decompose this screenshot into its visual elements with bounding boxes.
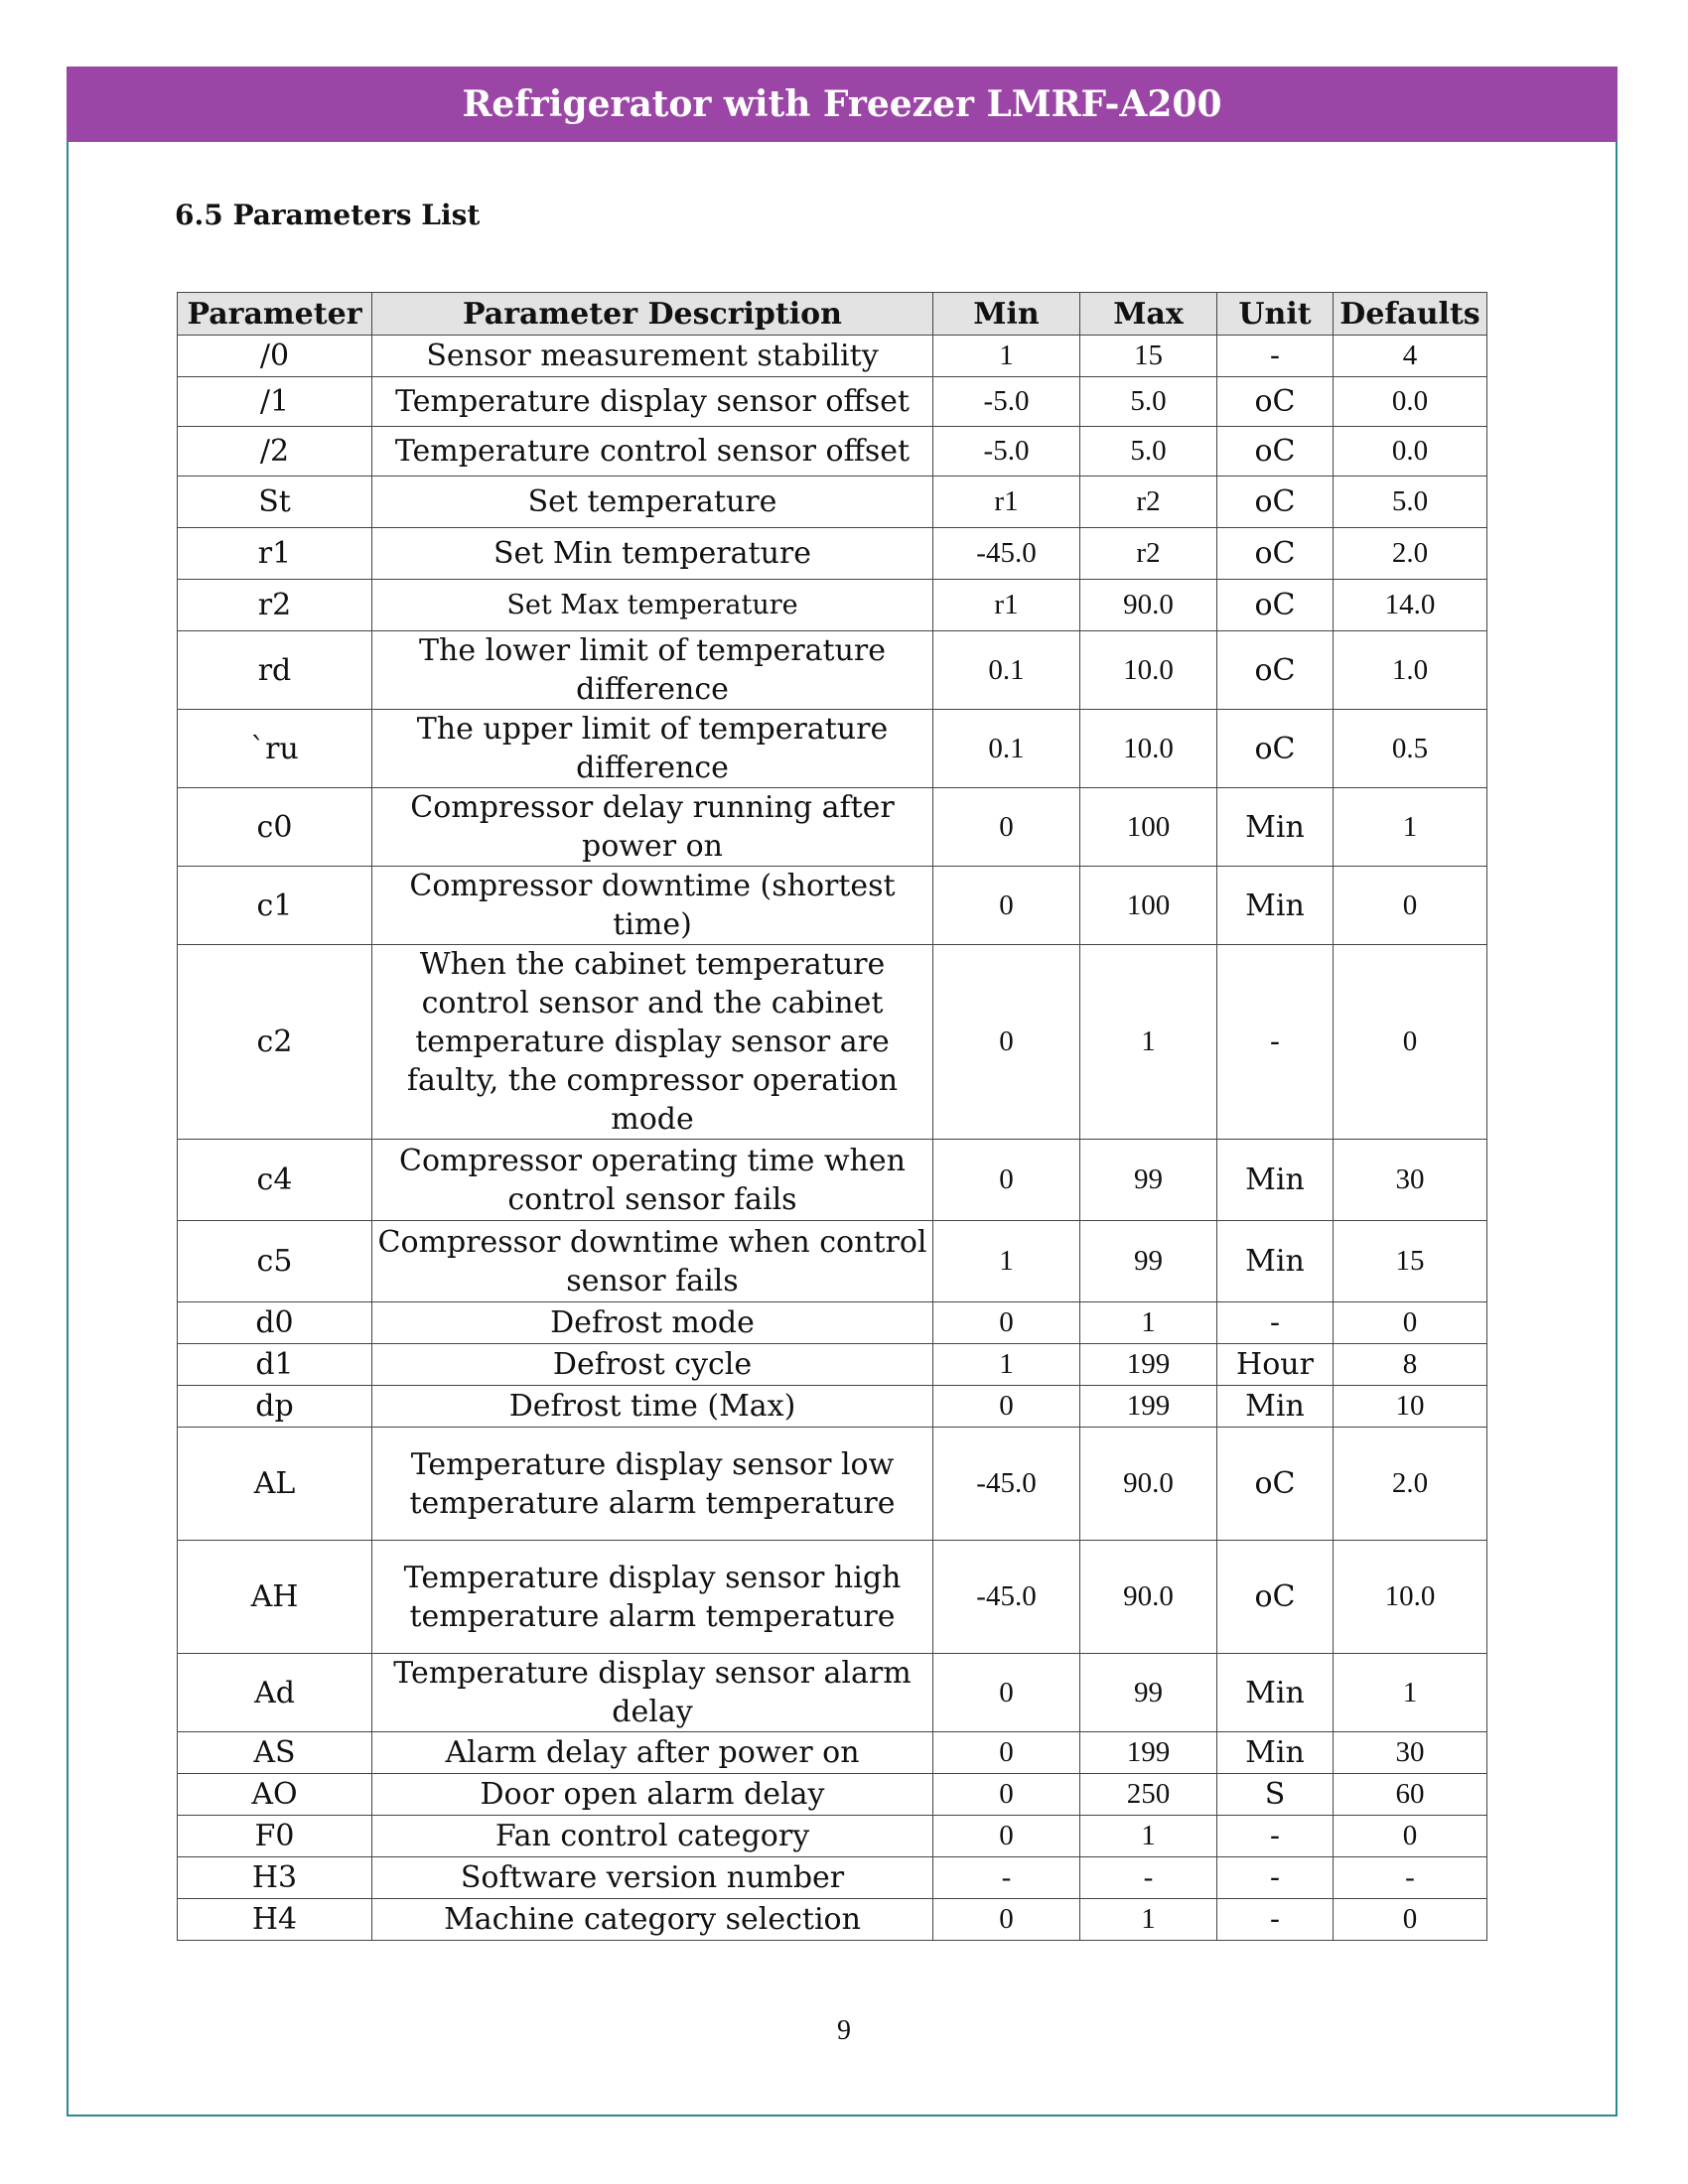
parameter-code-cell: F0	[178, 1816, 372, 1857]
parameter-description-cell: Defrost mode	[372, 1302, 933, 1344]
column-header: Max	[1080, 293, 1217, 336]
section-title: 6.5 Parameters List	[175, 199, 481, 231]
min-value-cell: 0	[933, 1302, 1080, 1344]
parameter-code-cell: Ad	[178, 1654, 372, 1732]
min-value-cell: 0	[933, 1899, 1080, 1941]
max-value-cell: 10.0	[1080, 631, 1217, 710]
parameter-description-cell: Fan control category	[372, 1816, 933, 1857]
parameter-code-cell: AH	[178, 1541, 372, 1654]
parameter-code-cell: AL	[178, 1428, 372, 1541]
parameter-description-cell: Temperature display sensor offset	[372, 377, 933, 427]
default-value-cell: 14.0	[1334, 580, 1487, 631]
parameter-code-cell: d1	[178, 1344, 372, 1386]
table-row	[178, 1732, 1487, 1774]
default-value-cell: 1.0	[1334, 631, 1487, 710]
parameter-description-cell: Temperature display sensor alarm delay	[372, 1654, 933, 1732]
default-value-cell: 0	[1334, 945, 1487, 1140]
page-number: 9	[837, 2015, 851, 2046]
unit-cell: oC	[1217, 710, 1334, 788]
parameter-description-cell: Temperature display sensor low temperature alarm temperature	[372, 1428, 933, 1541]
default-value-cell: 10.0	[1334, 1541, 1487, 1654]
min-value-cell: 0	[933, 1386, 1080, 1428]
parameter-description-cell: Compressor operating time when control sensor fails	[372, 1140, 933, 1221]
min-value-cell: -45.0	[933, 1428, 1080, 1541]
max-value-cell: 100	[1080, 788, 1217, 867]
table-header-row	[178, 293, 1487, 336]
page-header-banner	[67, 67, 1618, 142]
unit-cell: oC	[1217, 528, 1334, 580]
max-value-cell: 1	[1080, 1899, 1217, 1941]
table-row	[178, 1899, 1487, 1941]
parameter-code-cell: /1	[178, 377, 372, 427]
min-value-cell: -5.0	[933, 377, 1080, 427]
max-value-cell: 15	[1080, 336, 1217, 377]
max-value-cell: 199	[1080, 1732, 1217, 1774]
min-value-cell: 0	[933, 788, 1080, 867]
unit-cell: Min	[1217, 788, 1334, 867]
min-value-cell: r1	[933, 477, 1080, 528]
column-header: Parameter Description	[372, 293, 933, 336]
unit-cell: -	[1217, 1816, 1334, 1857]
unit-cell: -	[1217, 1899, 1334, 1941]
max-value-cell: 90.0	[1080, 1428, 1217, 1541]
table-row	[178, 1774, 1487, 1816]
document-title: Refrigerator with Freezer LMRF-A200	[462, 83, 1222, 125]
max-value-cell: 99	[1080, 1140, 1217, 1221]
parameter-description-cell: Sensor measurement stability	[372, 336, 933, 377]
parameter-description-cell: Machine category selection	[372, 1899, 933, 1941]
unit-cell: Hour	[1217, 1344, 1334, 1386]
column-header: Parameter	[178, 293, 372, 336]
parameter-code-cell: c2	[178, 945, 372, 1140]
parameter-code-cell: AS	[178, 1732, 372, 1774]
default-value-cell: 4	[1334, 336, 1487, 377]
default-value-cell: 0	[1334, 867, 1487, 945]
table-row	[178, 427, 1487, 477]
parameter-code-cell: /0	[178, 336, 372, 377]
max-value-cell: 10.0	[1080, 710, 1217, 788]
table-row	[178, 336, 1487, 377]
table-row	[178, 1857, 1487, 1899]
default-value-cell: 30	[1334, 1140, 1487, 1221]
table-row	[178, 788, 1487, 867]
parameter-code-cell: /2	[178, 427, 372, 477]
default-value-cell: 5.0	[1334, 477, 1487, 528]
parameter-description-cell: Compressor downtime when control sensor fails	[372, 1221, 933, 1302]
default-value-cell: 0.5	[1334, 710, 1487, 788]
min-value-cell: 0	[933, 945, 1080, 1140]
default-value-cell: 2.0	[1334, 1428, 1487, 1541]
default-value-cell: -	[1334, 1857, 1487, 1899]
table-row	[178, 867, 1487, 945]
min-value-cell: -45.0	[933, 528, 1080, 580]
unit-cell: Min	[1217, 1654, 1334, 1732]
column-header: Unit	[1217, 293, 1334, 336]
default-value-cell: 15	[1334, 1221, 1487, 1302]
default-value-cell: 0	[1334, 1302, 1487, 1344]
min-value-cell: -5.0	[933, 427, 1080, 477]
default-value-cell: 30	[1334, 1732, 1487, 1774]
max-value-cell: 5.0	[1080, 377, 1217, 427]
max-value-cell: 90.0	[1080, 1541, 1217, 1654]
max-value-cell: 100	[1080, 867, 1217, 945]
min-value-cell: 0	[933, 1816, 1080, 1857]
unit-cell: S	[1217, 1774, 1334, 1816]
unit-cell: oC	[1217, 477, 1334, 528]
parameter-description-cell: Set Max temperature	[372, 580, 933, 631]
min-value-cell: -	[933, 1857, 1080, 1899]
max-value-cell: r2	[1080, 477, 1217, 528]
min-value-cell: 0.1	[933, 710, 1080, 788]
table-row	[178, 1221, 1487, 1302]
max-value-cell: -	[1080, 1857, 1217, 1899]
column-header: Defaults	[1334, 293, 1487, 336]
default-value-cell: 8	[1334, 1344, 1487, 1386]
default-value-cell: 1	[1334, 1654, 1487, 1732]
parameter-code-cell: r1	[178, 528, 372, 580]
table-row	[178, 1344, 1487, 1386]
parameter-description-cell: Set temperature	[372, 477, 933, 528]
min-value-cell: 1	[933, 1344, 1080, 1386]
table-row	[178, 710, 1487, 788]
max-value-cell: 99	[1080, 1654, 1217, 1732]
parameters-table	[177, 292, 1487, 1941]
default-value-cell: 10	[1334, 1386, 1487, 1428]
parameter-code-cell: `ru	[178, 710, 372, 788]
parameter-description-cell: Compressor downtime (shortest time)	[372, 867, 933, 945]
table-row	[178, 631, 1487, 710]
parameter-code-cell: d0	[178, 1302, 372, 1344]
parameter-description-cell: When the cabinet temperature control sensor and the cabinet temperature display sensor are faulty, the compressor operation mode	[372, 945, 933, 1140]
default-value-cell: 60	[1334, 1774, 1487, 1816]
max-value-cell: 1	[1080, 1302, 1217, 1344]
parameter-code-cell: c1	[178, 867, 372, 945]
table-row	[178, 1654, 1487, 1732]
min-value-cell: 0.1	[933, 631, 1080, 710]
default-value-cell: 0	[1334, 1899, 1487, 1941]
table-row	[178, 1302, 1487, 1344]
column-header: Min	[933, 293, 1080, 336]
unit-cell: oC	[1217, 377, 1334, 427]
parameter-description-cell: Defrost cycle	[372, 1344, 933, 1386]
parameter-code-cell: AO	[178, 1774, 372, 1816]
table-row	[178, 580, 1487, 631]
table-row	[178, 1140, 1487, 1221]
min-value-cell: 0	[933, 1774, 1080, 1816]
unit-cell: -	[1217, 1857, 1334, 1899]
min-value-cell: 0	[933, 1654, 1080, 1732]
parameter-code-cell: St	[178, 477, 372, 528]
default-value-cell: 1	[1334, 788, 1487, 867]
parameter-code-cell: c0	[178, 788, 372, 867]
unit-cell: oC	[1217, 1541, 1334, 1654]
parameter-code-cell: H3	[178, 1857, 372, 1899]
max-value-cell: 250	[1080, 1774, 1217, 1816]
unit-cell: Min	[1217, 1221, 1334, 1302]
max-value-cell: 90.0	[1080, 580, 1217, 631]
unit-cell: -	[1217, 945, 1334, 1140]
min-value-cell: r1	[933, 580, 1080, 631]
parameter-description-cell: The upper limit of temperature difference	[372, 710, 933, 788]
default-value-cell: 0.0	[1334, 377, 1487, 427]
unit-cell: Min	[1217, 867, 1334, 945]
parameter-description-cell: Defrost time (Max)	[372, 1386, 933, 1428]
unit-cell: oC	[1217, 427, 1334, 477]
parameter-description-cell: Compressor delay running after power on	[372, 788, 933, 867]
parameter-description-cell: Temperature display sensor high temperature alarm temperature	[372, 1541, 933, 1654]
default-value-cell: 2.0	[1334, 528, 1487, 580]
table-row	[178, 1386, 1487, 1428]
max-value-cell: r2	[1080, 528, 1217, 580]
max-value-cell: 199	[1080, 1386, 1217, 1428]
table-row	[178, 528, 1487, 580]
default-value-cell: 0.0	[1334, 427, 1487, 477]
min-value-cell: 0	[933, 1732, 1080, 1774]
max-value-cell: 5.0	[1080, 427, 1217, 477]
min-value-cell: 1	[933, 1221, 1080, 1302]
unit-cell: oC	[1217, 631, 1334, 710]
unit-cell: -	[1217, 1302, 1334, 1344]
unit-cell: oC	[1217, 580, 1334, 631]
parameter-code-cell: c4	[178, 1140, 372, 1221]
parameter-code-cell: H4	[178, 1899, 372, 1941]
unit-cell: Min	[1217, 1140, 1334, 1221]
table-body	[178, 336, 1487, 1941]
unit-cell: Min	[1217, 1732, 1334, 1774]
unit-cell: -	[1217, 336, 1334, 377]
parameter-code-cell: rd	[178, 631, 372, 710]
min-value-cell: 0	[933, 1140, 1080, 1221]
unit-cell: oC	[1217, 1428, 1334, 1541]
max-value-cell: 99	[1080, 1221, 1217, 1302]
min-value-cell: 1	[933, 336, 1080, 377]
table-row	[178, 1541, 1487, 1654]
min-value-cell: -45.0	[933, 1541, 1080, 1654]
max-value-cell: 1	[1080, 945, 1217, 1140]
parameter-description-cell: Software version number	[372, 1857, 933, 1899]
min-value-cell: 0	[933, 867, 1080, 945]
table-row	[178, 945, 1487, 1140]
table-row	[178, 1428, 1487, 1541]
parameter-description-cell: Temperature control sensor offset	[372, 427, 933, 477]
unit-cell: Min	[1217, 1386, 1334, 1428]
parameter-code-cell: r2	[178, 580, 372, 631]
parameter-description-cell: Door open alarm delay	[372, 1774, 933, 1816]
parameter-description-cell: Set Min temperature	[372, 528, 933, 580]
parameter-description-cell: Alarm delay after power on	[372, 1732, 933, 1774]
max-value-cell: 199	[1080, 1344, 1217, 1386]
max-value-cell: 1	[1080, 1816, 1217, 1857]
default-value-cell: 0	[1334, 1816, 1487, 1857]
parameter-code-cell: dp	[178, 1386, 372, 1428]
parameter-code-cell: c5	[178, 1221, 372, 1302]
table-row	[178, 477, 1487, 528]
table-row	[178, 377, 1487, 427]
table-row	[178, 1816, 1487, 1857]
parameter-description-cell: The lower limit of temperature difference	[372, 631, 933, 710]
